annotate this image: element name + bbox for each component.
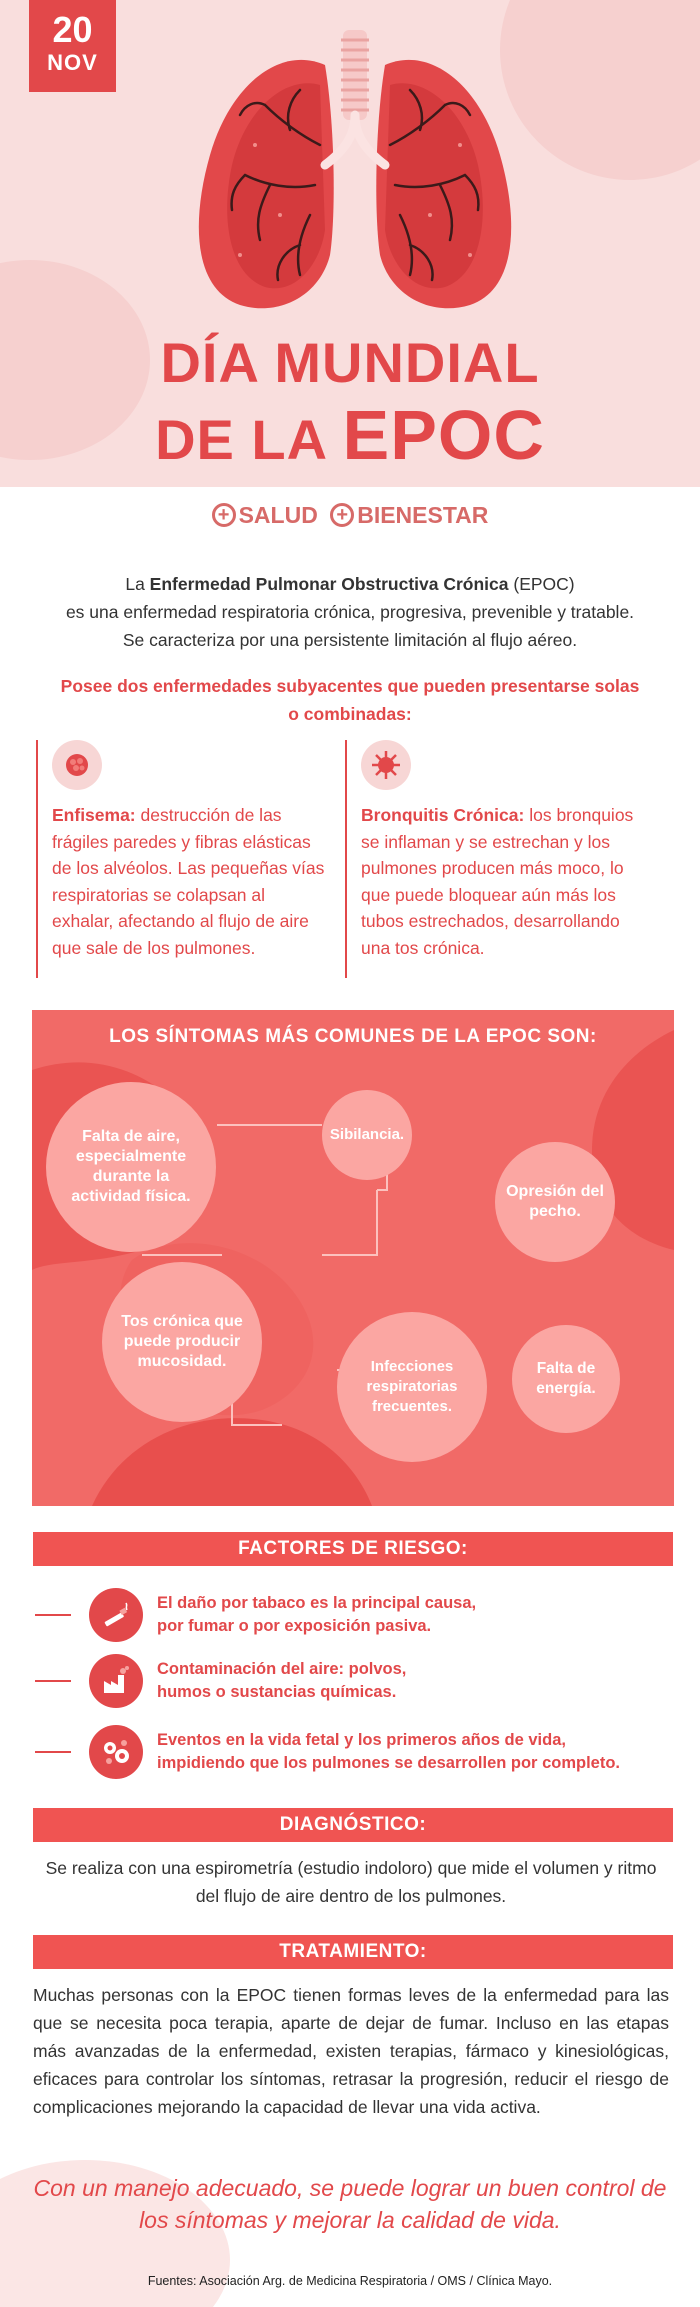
disease-bronquitis: [345, 740, 645, 978]
bronquitis-text: Bronquitis Crónica: los bronquios se inflaman y se estrechan y los pulmones producen más moco, lo que puede bloquear aún más los tubos estrechados, desarrollando una tos crónica.: [361, 805, 634, 958]
intro-line3: Se caracteriza por una persistente limitación al flujo aéreo.: [122, 630, 578, 650]
disease-enfisema: [36, 740, 326, 978]
divider: [35, 1614, 71, 1616]
risk-text: El daño por tabaco es la principal causa, por fumar o por exposición pasiva.: [157, 1594, 477, 1635]
hero-section: [0, 0, 700, 487]
title-prefix: DE LA: [155, 408, 326, 471]
cigarette-icon: [89, 1588, 143, 1642]
divider: [35, 1751, 71, 1753]
closing-quote: Con un manejo adecuado, se puede lograr un buen control de los síntomas y mejorar la calidad de vida.: [33, 2175, 667, 2233]
symptom-tos: Tos crónica que puede producir mucosidad.: [102, 1262, 262, 1422]
diagnosis-text: Se realiza con una espirometría (estudio indoloro) que mide el volumen y ritmo del flujo de aire dentro de los pulmones.: [45, 1858, 657, 1906]
intro-line2: es una enfermedad respiratoria crónica, progresiva, prevenible y tratable.: [65, 602, 635, 622]
cells-icon: [89, 1725, 143, 1779]
plus-icon: +: [330, 503, 354, 527]
plus-icon: +: [212, 503, 236, 527]
subheading: Posee dos enfermedades subyacentes que pueden presentarse solas o combinadas:: [60, 676, 640, 724]
risk-text: Eventos en la vida fetal y los primeros años de vida, impidiendo que los pulmones se desarrollen por completo.: [157, 1731, 620, 1772]
risk-item: [35, 1585, 675, 1645]
risk-item: [35, 1722, 675, 1782]
date-day: 20: [52, 9, 93, 50]
tag-bienestar: + BIENESTAR: [330, 502, 488, 529]
title-epoc: EPOC: [342, 396, 545, 474]
treatment-title: TRATAMIENTO:: [33, 1935, 673, 1969]
page-title-line2: [0, 395, 700, 475]
tag-row: [0, 500, 700, 529]
date-month: NOV: [47, 50, 98, 75]
symptoms-title: LOS SÍNTOMAS MÁS COMUNES DE LA EPOC SON:: [109, 1026, 597, 1047]
risk-text: Contaminación del aire: polvos, humos o sustancias químicas.: [157, 1660, 407, 1701]
page-title-line1: DÍA MUNDIAL: [160, 331, 540, 394]
enfisema-text: Enfisema: destrucción de las frágiles paredes y fibras elásticas de los alvéolos. Las pequeñas vías respiratorias se colapsan al exhalar, afectando al flujo de aire que sale de los pulmones.: [52, 805, 325, 958]
symptom-sibilancia: Sibilancia.: [322, 1090, 412, 1180]
intro-text: [40, 570, 660, 654]
symptom-falta-aire: Falta de aire, especialmente durante la actividad física.: [46, 1082, 216, 1252]
sources-footer: Fuentes: Asociación Arg. de Medicina Respiratoria / OMS / Clínica Mayo.: [147, 2274, 553, 2288]
tag-salud: + SALUD: [212, 502, 318, 529]
alveoli-icon: [52, 740, 102, 790]
symptom-infecciones: Infecciones respiratorias frecuentes.: [337, 1312, 487, 1462]
factory-icon: [89, 1654, 143, 1708]
virus-icon: [361, 740, 411, 790]
date-badge: [29, 0, 116, 92]
lungs-illustration: [160, 25, 550, 315]
risk-title: FACTORES DE RIESGO:: [33, 1532, 673, 1566]
trachea-icon: [341, 30, 369, 120]
treatment-text: Muchas personas con la EPOC tienen formas leves de la enfermedad para las que se necesita poca terapia, aparte de dejar de fumar. Incluso en las etapas más avanzadas de la enfermedad, existen terapias, fármaco y kinesiológicas, eficaces para controlar los síntomas, retrasar la progresión, reducir el riesgo de complicaciones mejorando la capacidad de llevar una vida activa.: [33, 1985, 669, 2117]
divider: [35, 1680, 71, 1682]
risk-item: [35, 1651, 675, 1711]
symptoms-panel: [32, 1010, 674, 1506]
intro-line1: La Enfermedad Pulmonar Obstructiva Crónica (EPOC): [125, 574, 575, 594]
diagnosis-title: DIAGNÓSTICO:: [33, 1808, 673, 1842]
symptom-falta-energia: Falta de energía.: [512, 1325, 620, 1433]
symptom-opresion: Opresión del pecho.: [495, 1142, 615, 1262]
